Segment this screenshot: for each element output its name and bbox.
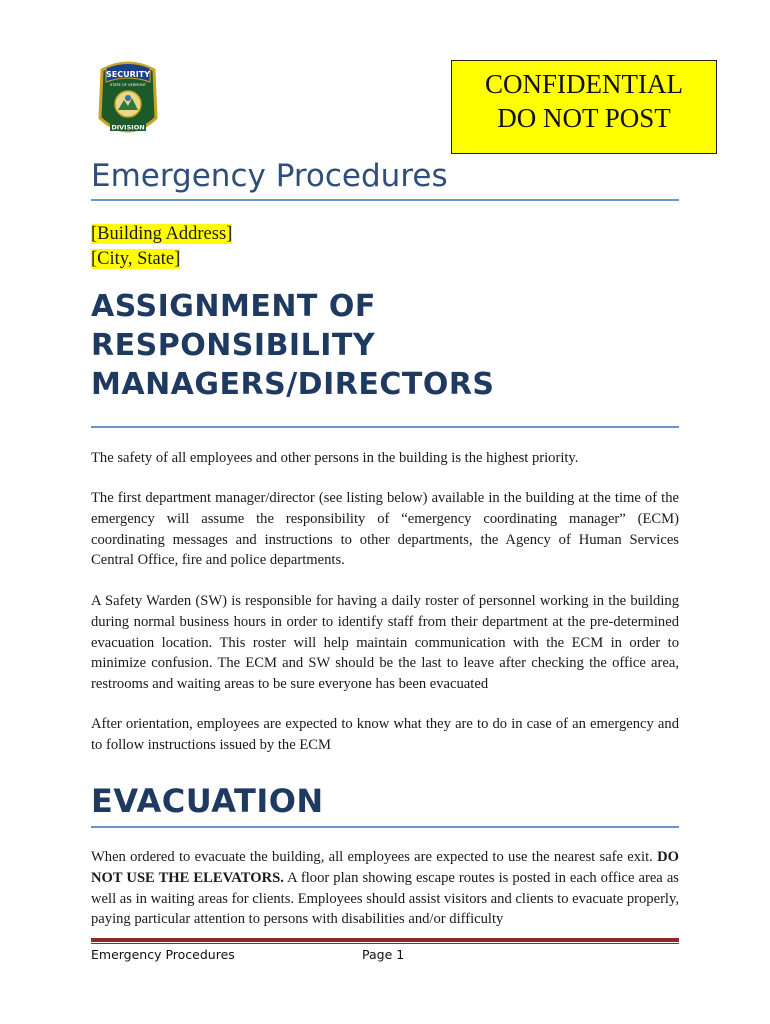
paragraph-safety-warden: A Safety Warden (SW) is responsible for having a daily roster of personnel working in the building during normal business hours in order to identify staff from their department at the pre-determined evacuation location. This roster will help maintain communication with the ECM in order to minimize confusion. The ECM and SW should be the last to leave after checking the office area, restrooms and waiting areas to be sure everyone has been evacuated [91, 593, 679, 693]
paragraph-ecm: The first department manager/director (see listing below) available in the building at the time of the emergency will assume the responsibility of “emergency coordinating manager” (ECM) coordinating messages and instructions to other departments, the Agency of Human Services Central Office, fire and police departments. [91, 490, 679, 569]
evacuation-elevator-warning: DO NOT USE THE ELEVATORS. [91, 849, 679, 886]
evacuation-text-start: When ordered to evacuate the building, all employees are expected to use the nearest safe exit. [91, 849, 658, 865]
confidential-line-2: DO NOT POST [497, 103, 671, 133]
section1-rule [91, 426, 679, 428]
title-rule [91, 199, 679, 201]
paragraph-evacuation [91, 847, 679, 930]
document-title: Emergency Procedures [91, 158, 448, 194]
city-state-text: [City, State] [91, 249, 181, 269]
badge-label-bottom: DIVISION [111, 123, 145, 132]
section-heading-managers: MANAGERS/DIRECTORS [91, 367, 495, 402]
badge-icon [96, 60, 160, 140]
footer-document-name: Emergency Procedures [91, 947, 235, 962]
paragraph-safety-priority: The safety of all employees and other persons in the building is the highest priority. [91, 450, 579, 466]
confidential-notice-box [451, 60, 717, 154]
security-division-badge-logo [96, 60, 160, 140]
confidential-line-1: CONFIDENTIAL [485, 69, 683, 99]
section-heading-evacuation: EVACUATION [91, 782, 324, 820]
footer-page-number: Page 1 [362, 947, 405, 962]
evacuation-text-rest: A floor plan showing escape routes is posted in each office area as well as in waiting areas for clients. Employees should assist visitors and clients to evacuate properly, paying particular attention to persons with disabilities and/or difficulty [91, 869, 679, 928]
section-heading-assignment: ASSIGNMENT OF [91, 289, 376, 324]
badge-label-top: SECURITY [106, 70, 150, 79]
section2-rule [91, 826, 679, 828]
city-state [91, 247, 180, 271]
building-address-text: [Building Address] [91, 224, 233, 244]
footer-rule-thin [91, 943, 679, 944]
building-address [91, 222, 232, 246]
section-heading-responsibility: RESPONSIBILITY [91, 328, 376, 363]
footer-rule [91, 938, 679, 942]
paragraph-orientation: After orientation, employees are expected to know what they are to do in case of an emergency and to follow instructions issued by the ECM [91, 716, 679, 753]
badge-label-arc: STATE OF VERMONT [109, 83, 147, 87]
